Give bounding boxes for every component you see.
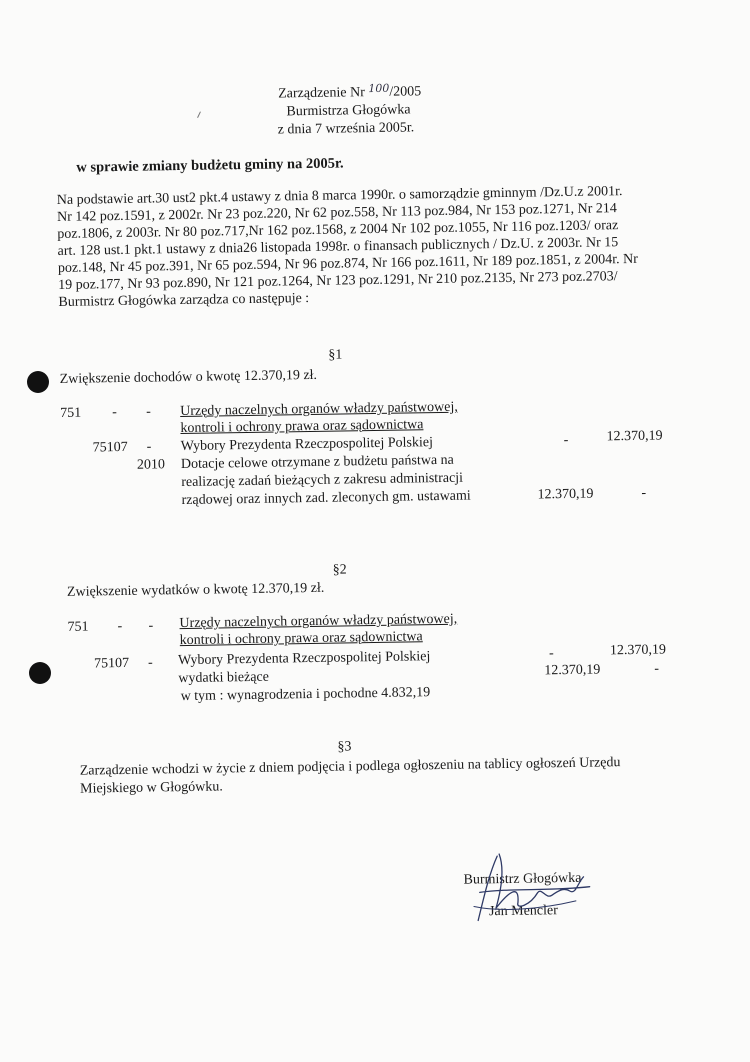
section2-current-expenses: wydatki bieżące xyxy=(178,669,270,687)
section1-dash: - xyxy=(112,405,117,421)
section3-text: Zarządzenie wchodzi w życie z dniem podjęcia i podlega ogłoszeniu na tablicy ogłoszeń Urzędu xyxy=(79,755,621,779)
legal-basis-line: Na podstawie art.30 ust2 pkt.4 ustawy z dnia 8 marca 1990r. o samorządzie gminnym /Dz.U.z 2001r. xyxy=(56,184,623,208)
issuer: Burmistrza Głogówka xyxy=(286,102,411,120)
section2-chapter-dash: - xyxy=(147,655,153,671)
ordinance-title: Zarządzenie Nr $^{100}$/2005 xyxy=(278,81,422,102)
subject: w sprawie zmiany budżetu gminy na 2005r. xyxy=(76,155,344,176)
section1-paragraph-col2: - xyxy=(641,485,647,501)
section2-chapter-col1: - xyxy=(548,646,554,662)
legal-basis-line: Burmistrz Głogówka zarządza co następuje : xyxy=(58,291,310,310)
stray-pen-mark xyxy=(195,110,203,120)
section1-symbol: §1 xyxy=(328,347,343,363)
section2-chapter-name: Wybory Prezydenta Rzeczpospolitej Polskiej xyxy=(177,649,431,669)
section1-chapter-dash: - xyxy=(146,439,152,455)
section2-symbol: §2 xyxy=(332,562,347,578)
handwritten-number: 100 xyxy=(368,81,390,96)
punch-hole xyxy=(29,662,51,684)
section1-paragraph-amount: 12.370,19 xyxy=(537,486,594,503)
section2-division: 751 xyxy=(67,619,89,635)
legal-basis-line: 19 poz.177, Nr 93 poz.890, Nr 121 poz.1264, Nr 123 poz.1291, Nr 210 poz.2135, Nr 273 poz.2703/ xyxy=(58,269,618,293)
section2-chapter: 75107 xyxy=(93,655,130,672)
section2-chapter-amount: 12.370,19 xyxy=(609,642,667,659)
section2-dash: - xyxy=(117,618,123,635)
section1-dash: - xyxy=(146,404,151,420)
signature-title: Burmistrz Głogówka xyxy=(463,870,582,888)
section2-salaries: w tym : wynagrodzenia i pochodne 4.832,19 xyxy=(180,685,431,705)
legal-basis-line: Nr 142 poz.1591, z 2002r. Nr 23 poz.220, Nr 62 poz.558, Nr 113 poz.984, Nr 153 poz.1271, Nr 214 xyxy=(56,201,617,225)
section2-current-col2: - xyxy=(654,661,660,677)
section1-chapter-name: Wybory Prezydenta Rzeczpospolitej Polskiej xyxy=(180,435,434,455)
section3-text: Miejskiego w Głogówku. xyxy=(79,779,223,797)
section2-dash: - xyxy=(148,618,154,634)
section1-chapter: 75107 xyxy=(92,439,128,456)
section2-heading: Zwiększenie wydatków o kwotę 12.370,19 zł. xyxy=(66,580,325,600)
section1-heading: Zwiększenie dochodów o kwotę 12.370,19 zł. xyxy=(59,367,318,387)
section1-paragraph: 2010 xyxy=(136,457,166,473)
section1-chapter-col1: - xyxy=(563,432,569,449)
handwritten-signature xyxy=(459,846,610,928)
section1-division-name: Urzędy naczelnych organów władzy państwowej, xyxy=(180,399,458,420)
section1-paragraph-text: realizację zadań bieżących z zakresu administracji xyxy=(181,470,464,491)
legal-basis-line: art. 128 ust.1 pkt.1 ustawy z dnia26 listopada 1998r. o finansach publicznych / Dz.U. z 2003r. Nr 15 xyxy=(57,235,619,259)
section1-paragraph-text: rządowej oraz innych zad. zleconych gm. ustawami xyxy=(181,488,471,509)
ordinance-date: z dnia 7 września 2005r. xyxy=(277,120,415,138)
section1-division-name: kontroli i ochrony prawa oraz sądownictwa xyxy=(180,417,424,437)
section1-chapter-amount: 12.370,19 xyxy=(606,428,663,445)
section2-division-name: Urzędy naczelnych organów władzy państwowej, xyxy=(179,611,458,632)
legal-basis-line: poz.1806, z 2003r. Nr 80 poz.717,Nr 162 poz.1568, z 2004 Nr 102 poz.1055, Nr 116 poz.1203/ oraz xyxy=(57,218,619,242)
section1-division: 751 xyxy=(60,405,82,421)
section2-division-name: kontroli i ochrony prawa oraz sądownictwa xyxy=(179,629,423,649)
legal-basis-line: poz.148, Nr 45 poz.391, Nr 65 poz.594, Nr 96 poz.874, Nr 166 poz.1611, Nr 189 poz.1851, z 2004r. Nr xyxy=(57,251,638,276)
section3-symbol: §3 xyxy=(337,739,352,755)
section1-paragraph-text: Dotacje celowe otrzymane z budżetu państwa na xyxy=(180,452,454,473)
punch-hole xyxy=(27,371,49,393)
section2-current-amount: 12.370,19 xyxy=(544,662,601,679)
signature-name: Jan Mencler xyxy=(488,903,558,920)
